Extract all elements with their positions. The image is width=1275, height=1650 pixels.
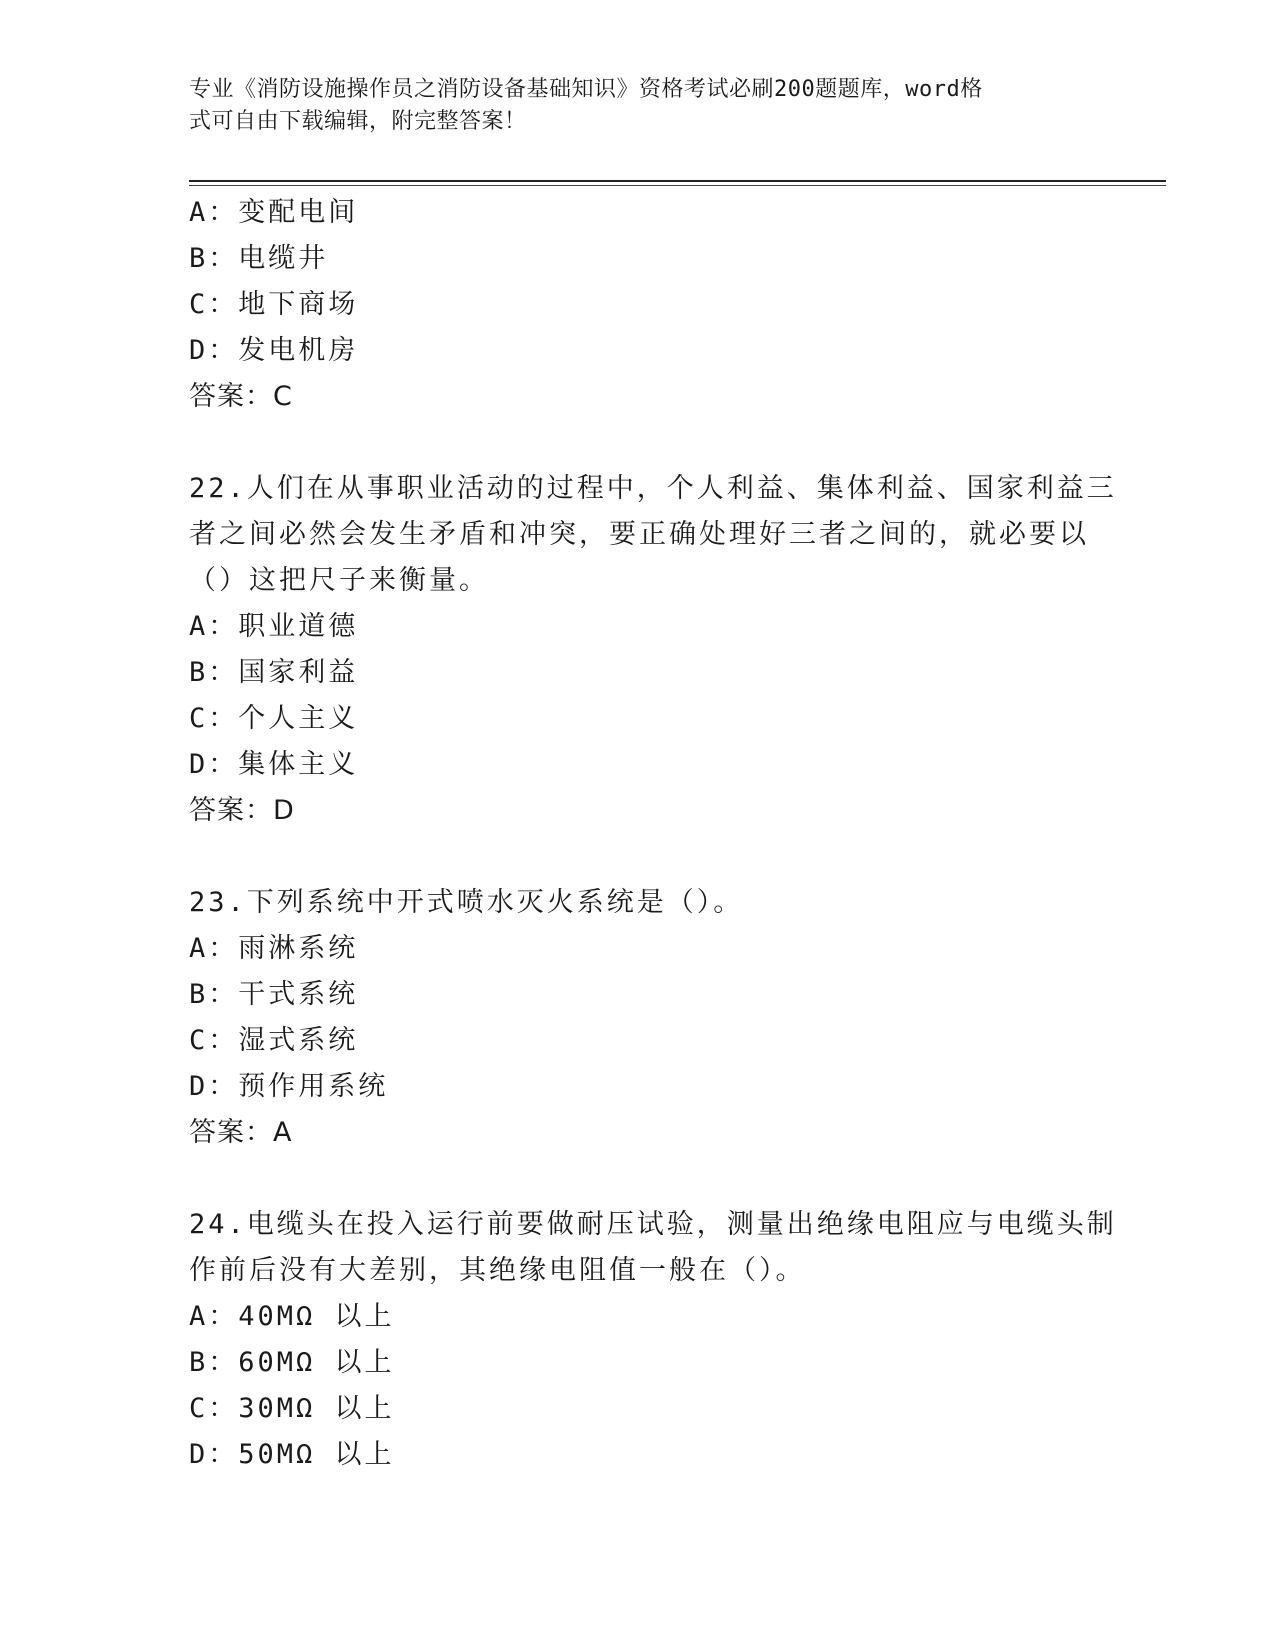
option-a: A：40MΩ 以上 (189, 1301, 395, 1332)
question-22 (189, 466, 1117, 834)
option-b: B：国家利益 (189, 657, 359, 688)
option-a: A：雨淋系统 (189, 933, 359, 964)
option-c: C：个人主义 (189, 703, 359, 734)
option-b: B：干式系统 (189, 979, 359, 1010)
option-c: C：地下商场 (189, 289, 359, 320)
header-divider-thin (189, 185, 1166, 186)
option-d: D：集体主义 (189, 749, 359, 780)
header-line-2: 式可自由下载编辑，附完整答案！ (189, 109, 527, 134)
answer: 答案：A (189, 1117, 293, 1148)
question-stem-line: 作前后没有大差别，其绝缘电阻值一般在（）。 (189, 1255, 806, 1286)
header-divider-thick (189, 180, 1166, 182)
question-24 (189, 1202, 1117, 1478)
question-21 (189, 190, 1089, 420)
option-a: A：职业道德 (189, 611, 359, 642)
question-stem-line: 24.电缆头在投入运行前要做耐压试验，测量出绝缘电阻应与电缆头制 (189, 1209, 1117, 1240)
option-c: C：30MΩ 以上 (189, 1393, 395, 1424)
option-b: B：60MΩ 以上 (189, 1347, 395, 1378)
answer: 答案：D (189, 795, 295, 826)
spacer (189, 1156, 1089, 1202)
question-stem-line: 者之间必然会发生矛盾和冲突，要正确处理好三者之间的，就必要以 (189, 519, 1089, 550)
question-stem-line: 23.下列系统中开式喷水灭火系统是（）。 (189, 887, 744, 918)
option-d: D：预作用系统 (189, 1071, 389, 1102)
header-line-1: 专业《消防设施操作员之消防设备基础知识》资格考试必刷200题题库，word格 (189, 77, 983, 102)
spacer (189, 834, 1089, 880)
option-c: C：湿式系统 (189, 1025, 359, 1056)
option-b: B：电缆井 (189, 243, 329, 274)
option-d: D：发电机房 (189, 335, 359, 366)
document-header (189, 74, 1089, 138)
question-stem-line: 22.人们在从事职业活动的过程中，个人利益、集体利益、国家利益三 (189, 473, 1117, 504)
option-a: A：变配电间 (189, 197, 359, 228)
question-23 (189, 880, 1089, 1156)
spacer (189, 420, 1089, 466)
answer: 答案：C (189, 381, 293, 412)
question-stem-line: （）这把尺子来衡量。 (189, 565, 489, 596)
option-d: D：50MΩ 以上 (189, 1439, 395, 1470)
question-list (189, 190, 1117, 1478)
